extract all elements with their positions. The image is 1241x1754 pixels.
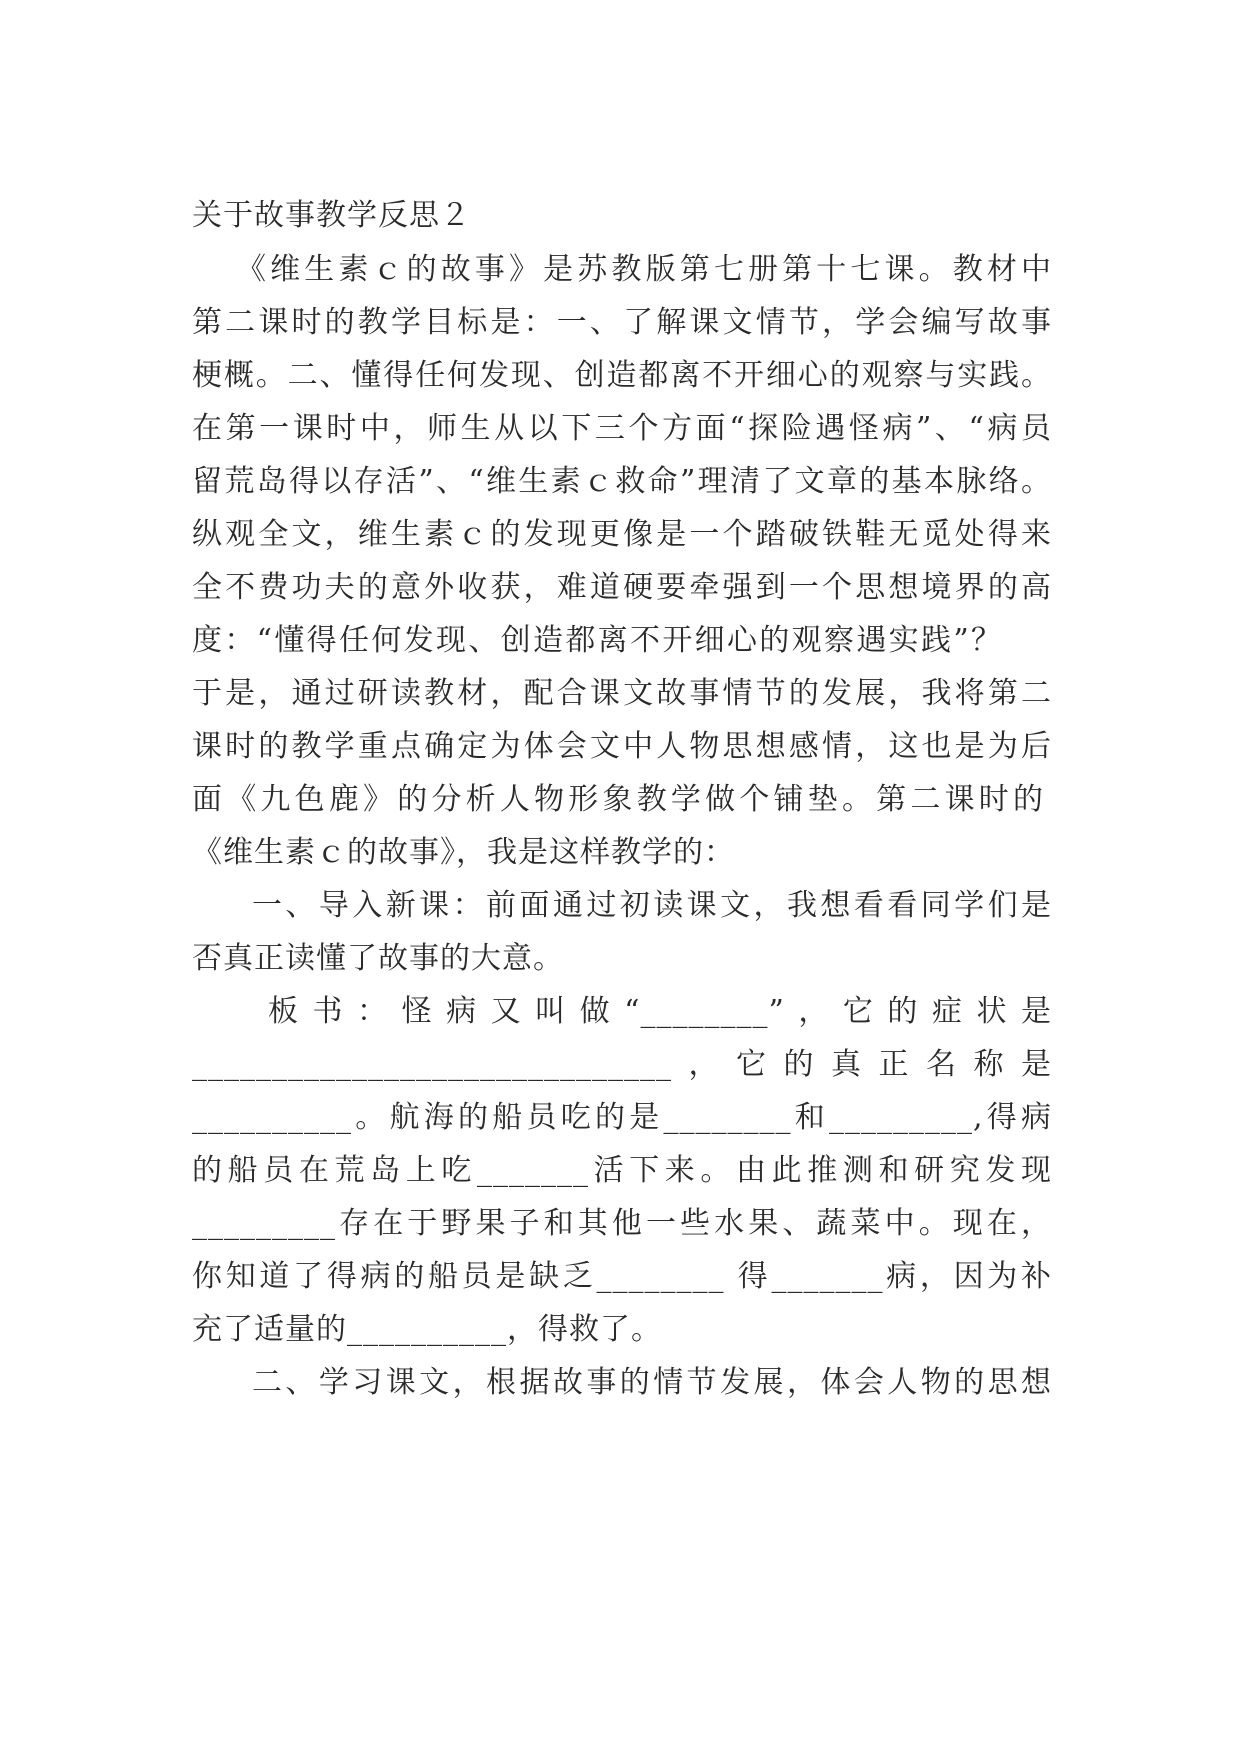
fill-in-line: 充了适量的__________，得救了。 bbox=[192, 1312, 662, 1347]
paragraph-line: 面《九色鹿》的分析人物形象教学做个铺垫。第二课时的 bbox=[192, 782, 1044, 817]
paragraph-line: 否真正读懂了故事的大意。 bbox=[192, 941, 564, 976]
paragraph-line: 第二课时的教学目标是：一、了解课文情节，学会编写故事 bbox=[192, 305, 1052, 340]
paragraph-line: 在第一课时中，师生从以下三个方面“探险遇怪病”、“病员 bbox=[192, 411, 1052, 446]
paragraph-line: 课时的教学重点确定为体会文中人物思想感情，这也是为后 bbox=[192, 729, 1052, 764]
paragraph-line: 度：“懂得任何发现、创造都离不开细心的观察遇实践”？ bbox=[192, 623, 1002, 658]
fill-in-line: _________存在于野果子和其他一些水果、蔬菜中。现在， bbox=[192, 1206, 1052, 1241]
fill-in-line: __________。航海的船员吃的是________和_________,得病 bbox=[192, 1100, 1052, 1135]
paragraph-line: 《维生素ｃ的故事》是苏教版第七册第十七课。教材中 bbox=[236, 252, 1052, 287]
document-title: 关于故事教学反思２ bbox=[192, 198, 471, 233]
paragraph-line: 一、导入新课：前面通过初读课文，我想看看同学们是 bbox=[252, 888, 1052, 923]
paragraph-line: 留荒岛得以存活”、“维生素ｃ救命”理清了文章的基本脉络。 bbox=[192, 464, 1052, 499]
paragraph-line: 于是，通过研读教材，配合课文故事情节的发展，我将第二 bbox=[192, 676, 1052, 711]
fill-in-line: 板书：怪病又叫做“________”，它的症状是 bbox=[268, 994, 1052, 1029]
fill-in-line: 你知道了得病的船员是缺乏________ 得_______病，因为补 bbox=[192, 1259, 1052, 1294]
paragraph-line: 纵观全文，维生素ｃ的发现更像是一个踏破铁鞋无觅处得来 bbox=[192, 517, 1052, 552]
fill-in-line: 的船员在荒岛上吃_______活下来。由此推测和研究发现 bbox=[192, 1153, 1052, 1188]
paragraph-line: 二、学习课文，根据故事的情节发展，体会人物的思想 bbox=[252, 1365, 1052, 1400]
paragraph-line: 全不费功夫的意外收获，难道硬要牵强到一个思想境界的高 bbox=[192, 570, 1052, 605]
paragraph-line: 梗概。二、懂得任何发现、创造都离不开细心的观察与实践。 bbox=[192, 358, 1052, 393]
paragraph-line: 《维生素ｃ的故事》，我是这样教学的： bbox=[192, 835, 735, 870]
fill-in-line: ______________________________，它的真正名称是 bbox=[192, 1047, 1052, 1082]
